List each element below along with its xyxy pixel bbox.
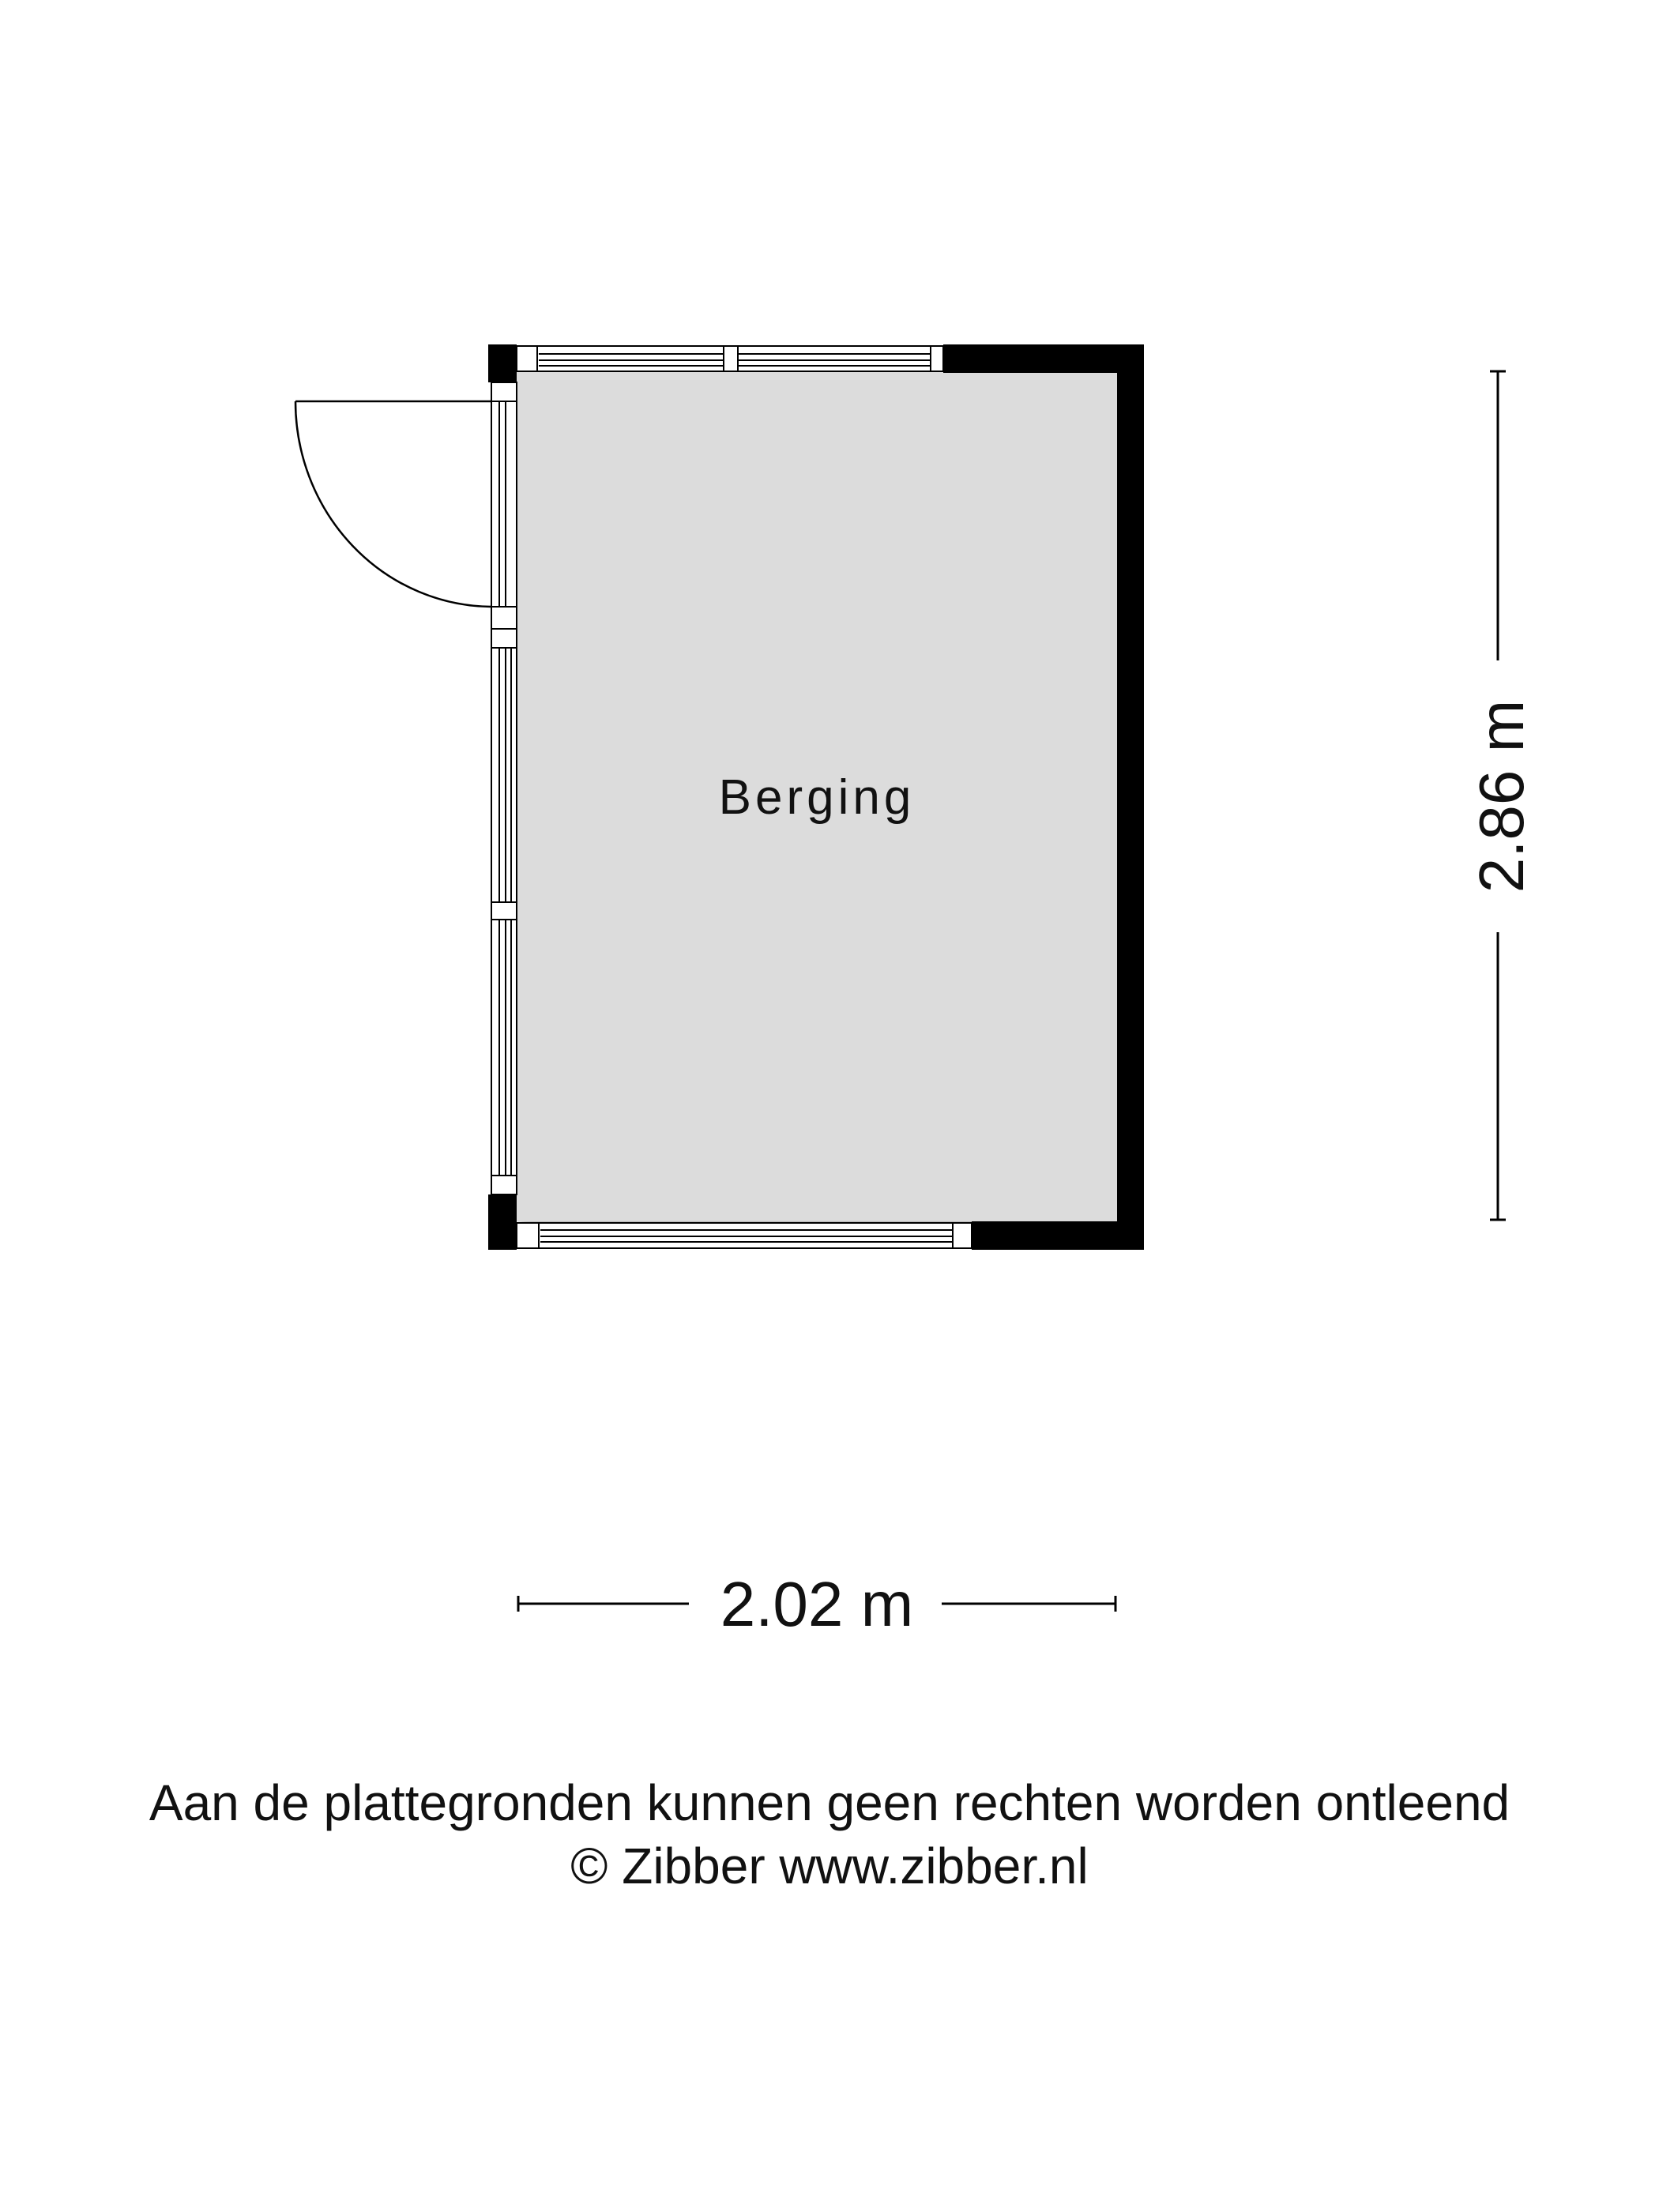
window-bottom — [517, 1223, 972, 1248]
wall-top-right — [943, 344, 1144, 373]
corner-post-top-left — [488, 344, 517, 382]
window-left — [491, 382, 517, 1194]
corner-post-bottom-left — [488, 1194, 517, 1250]
copyright-text: © Zibber www.zibber.nl — [570, 1838, 1089, 1894]
wall-right — [1117, 344, 1144, 1250]
door-swing — [295, 401, 491, 607]
dimension-height-label: 2.86 m — [1466, 699, 1537, 893]
room-label-berging: Berging — [718, 770, 916, 825]
disclaimer-text: Aan de plattegronden kunnen geen rechten worden ontleend — [149, 1774, 1510, 1831]
window-top — [517, 346, 943, 371]
dimension-width-label: 2.02 m — [720, 1569, 914, 1639]
wall-bottom-right — [972, 1221, 1144, 1250]
